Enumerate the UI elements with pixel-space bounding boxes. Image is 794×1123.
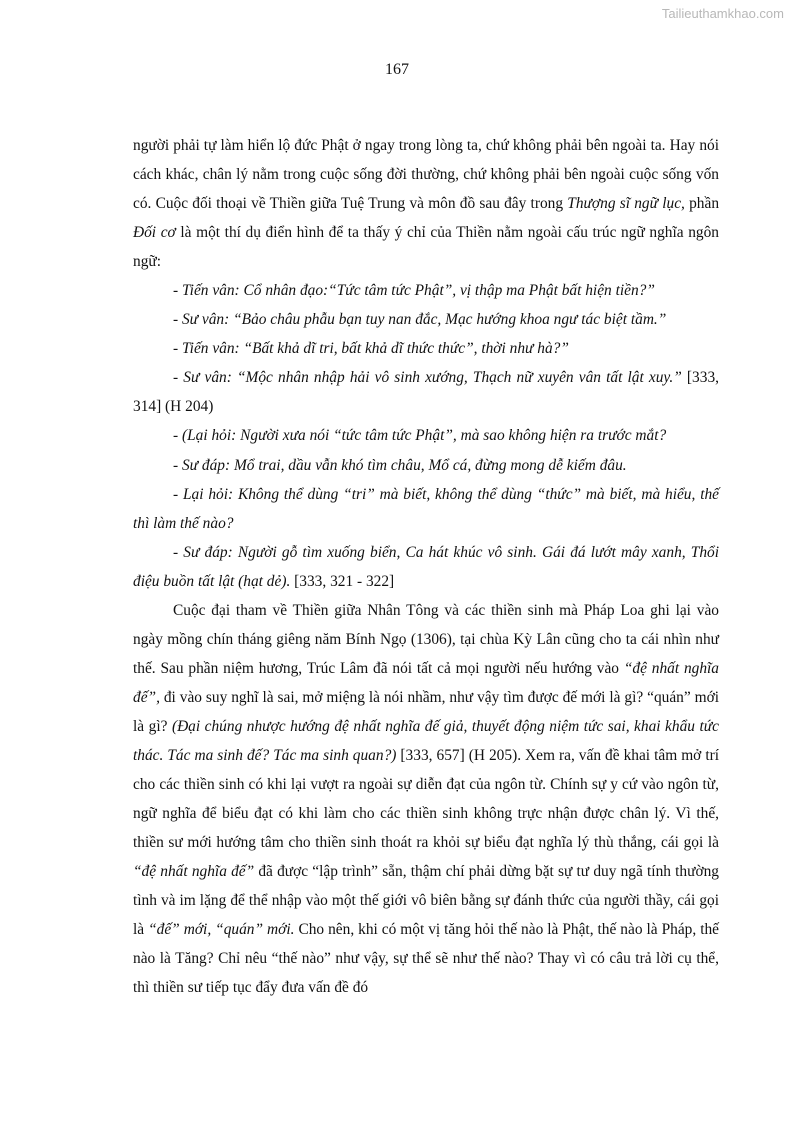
- italic-text-run: Thượng sĩ ngữ lục,: [567, 195, 685, 213]
- paragraph: [133, 480, 719, 538]
- paragraph: [133, 276, 719, 305]
- watermark: Tailieuthamkhao.com: [661, 6, 784, 21]
- italic-text-run: (Đại chúng nhược hướng đệ nhất nghĩa đế giả, thuyết động niệm tức sai, khai khẩu tức thác. Tác ma sinh đế? Tác ma sinh quan?): [133, 717, 719, 764]
- paragraph: [133, 421, 719, 450]
- body-text: [133, 131, 719, 1002]
- paragraph: [133, 334, 719, 363]
- italic-text-run: “đệ nhất nghĩa đế”,: [133, 659, 720, 706]
- italic-text-run: - (Lại hỏi: Người xưa nói “tức tâm tức Phật”, mà sao không hiện ra trước mắt?: [173, 427, 667, 445]
- page-number: 167: [385, 61, 409, 78]
- paragraph: [133, 131, 719, 276]
- italic-text-run: “đệ nhất nghĩa đế”: [133, 863, 255, 881]
- italic-text-run: - Sư đáp: Mổ trai, dầu vẫn khó tìm châu, Mổ cá, đừng mong dễ kiếm đâu.: [173, 456, 627, 474]
- text-run: [333, 321 - 322]: [290, 572, 395, 590]
- text-run: người phải tự làm hiển lộ đức Phật ở ngay trong lòng ta, chứ không phải bên ngoài ta. Hay nói cách khác, chân lý nằm trong cuộc sống đời thường, chứ không phải bên ngoài cuộc sống vốn có. Cuộc đối thoại về Thiền giữa Tuệ Trung và môn đồ sau đây trong: [133, 137, 719, 213]
- paragraph: [133, 596, 719, 1003]
- italic-text-run: - Sư đáp: Người gỗ tìm xuống biển, Ca hát khúc vô sinh. Gái đá lướt mây xanh, Thổi điệu buồn tất lật (hạt dẻ).: [133, 543, 719, 590]
- text-run: Cuộc đại tham về Thiền giữa Nhân Tông và các thiền sinh mà Pháp Loa ghi lại vào ngày mồng chín tháng giêng năm Bính Ngọ (1306), tại chùa Kỳ Lân cũng cho ta cái nhìn như thế. Sau phần niệm hương, Trúc Lâm đã nói tất cả mọi người nếu hướng vào: [133, 601, 719, 677]
- text-run: là một thí dụ điển hình để ta thấy ý chỉ của Thiền nằm ngoài cấu trúc ngữ nghĩa ngôn ngữ:: [133, 224, 720, 271]
- paragraph: [133, 451, 719, 480]
- text-run: Cho nên, khi có một vị tăng hỏi thế nào là Phật, thế nào là Pháp, thế nào là Tăng? Chỉ nêu “thế nào” như vậy, sự thể sẽ như thế nào? Thay vì có câu trả lời cụ thể, thì thiền sư tiếp tục đẩy đưa vấn đề đó: [133, 921, 719, 997]
- italic-text-run: “đế” mới, “quán” mới.: [148, 921, 295, 939]
- italic-text-run: - Lại hỏi: Không thể dùng “tri” mà biết, không thể dùng “thức” mà biết, mà hiểu, thế thì làm thế nào?: [133, 485, 719, 532]
- text-run: đi vào suy nghĩ là sai, mở miệng là nói nhầm, như vậy tìm được đế mới là gì? “quán” mới là gì?: [133, 688, 719, 735]
- italic-text-run: - Sư vân: “Bảo châu phẫu bạn tuy nan đắc, Mạc hướng khoa ngư tác biệt tầm.”: [173, 311, 667, 329]
- text-run: đã được “lập trình” sẵn, thậm chí phải dừng bặt sự tư duy ngã tính thường tình và im lặng để thể nhập vào một thế giới vô biên bằng sự đánh thức của người thầy, cái gọi là: [133, 863, 719, 939]
- italic-text-run: Đối cơ: [133, 224, 176, 242]
- italic-text-run: - Tiến vân: “Bất khả dĩ tri, bất khả dĩ thức thức”, thời như hà?”: [173, 340, 569, 358]
- paragraph: [133, 538, 719, 596]
- text-run: [333, 657] (H 205). Xem ra, vấn đề khai tâm mở trí cho các thiền sinh có khi lại vượt ra ngoài sự diễn đạt của ngôn từ. Chính sự y cứ vào ngôn từ, ngữ nghĩa để biểu đạt có khi làm cho các thiền sinh không trực nhận được chân lý. Vì thế, thiền sư mới hướng tâm cho thiền sinh thoát ra khỏi sự biểu đạt nghĩa lý thù thắng, cái gọi là: [133, 746, 719, 852]
- italic-text-run: - Sư vân: “Mộc nhân nhập hải vô sinh xướng, Thạch nữ xuyên vân tất lật xuy.”: [173, 369, 682, 387]
- paragraph: [133, 305, 719, 334]
- italic-text-run: - Tiến vân: Cổ nhân đạo:“Tức tâm tức Phật”, vị thập ma Phật bất hiện tiền?”: [173, 282, 655, 300]
- text-run: phần: [684, 195, 720, 213]
- text-run: [333, 314] (H 204): [133, 369, 719, 416]
- paragraph: [133, 363, 719, 421]
